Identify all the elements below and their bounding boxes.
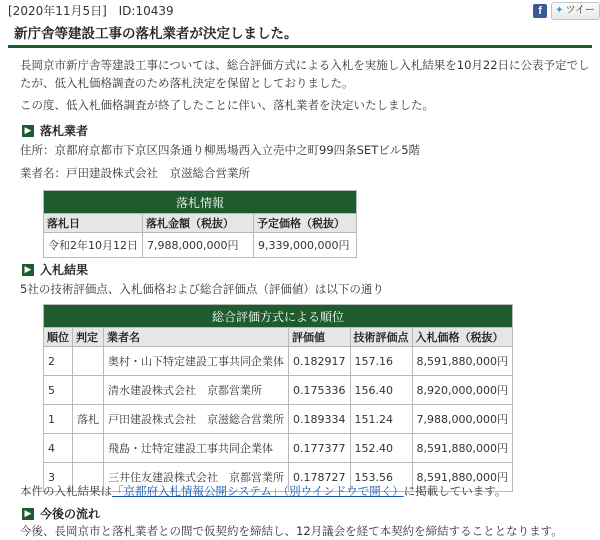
company-cell: 三井住友建設株式会社 京都営業所	[104, 463, 289, 492]
tweet-label: ツイー	[565, 5, 595, 16]
publish-date: [2020年11月5日]	[8, 4, 107, 18]
article-meta	[8, 2, 182, 19]
section-heading-result	[22, 261, 88, 278]
judgement-cell	[73, 376, 104, 405]
winner-company: 業者名：戸田建設株式会社 京滋総合営業所	[20, 166, 250, 180]
award-header-estimate: 予定価格（税抜）	[254, 214, 357, 233]
judgement-cell: 落札	[73, 405, 104, 434]
note-before: 本件の入札結果は	[20, 484, 112, 498]
section-arrow-icon: ▶	[22, 508, 34, 520]
winner-address: 住所：京都府京都市下京区四条通り柳馬場西入立売中之町99四条SETビル5階	[20, 143, 421, 157]
tech-cell: 153.56	[350, 463, 412, 492]
section-heading-label: 落札業者	[40, 124, 89, 138]
price-cell: 8,591,880,000円	[412, 347, 512, 376]
award-amount: 7,988,000,000円	[143, 233, 254, 258]
intro-paragraph-1: 長岡京市新庁舎等建設工事については、総合評価方式による入札を実施し入札結果を10月22日に公表予定でしたが、低入札価格調査のため落札決定を保留としておりました。	[20, 58, 590, 90]
price-cell: 8,591,880,000円	[412, 434, 512, 463]
award-table-caption: 落札情報	[44, 191, 357, 214]
score-cell: 0.177377	[289, 434, 351, 463]
table-row	[44, 434, 513, 463]
section-arrow-icon: ▶	[22, 264, 34, 276]
award-estimate: 9,339,000,000円	[254, 233, 357, 258]
twitter-bird-icon: ✦	[555, 5, 564, 16]
facebook-icon[interactable]: f	[533, 4, 547, 18]
article-id: ID:10439	[118, 4, 174, 18]
section-arrow-icon: ▶	[22, 125, 34, 137]
rank-cell: 5	[44, 376, 73, 405]
next-steps-text: 今後、長岡京市と落札業者との間で仮契約を締結し、12月議会を経て本契約を締結することとなります。	[20, 524, 563, 538]
rank-cell: 4	[44, 434, 73, 463]
share-buttons	[533, 2, 600, 20]
tech-cell: 151.24	[350, 405, 412, 434]
award-date: 令和2年10月12日	[44, 233, 143, 258]
section-heading-label: 入札結果	[40, 263, 89, 277]
intro-paragraph-2: この度、低入札価格調査が終了したことに伴い、落札業者を決定いたしました。	[20, 98, 434, 112]
ranking-table	[43, 304, 513, 492]
award-header-amount: 落札金額（税抜）	[143, 214, 254, 233]
tech-cell: 152.40	[350, 434, 412, 463]
score-cell: 0.175336	[289, 376, 351, 405]
rank-cell: 3	[44, 463, 73, 492]
bid-info-system-link[interactable]: 「京都府入札情報公開システム」（別ウインドウで開く）	[112, 484, 404, 498]
section-heading-label: 今後の流れ	[40, 507, 101, 521]
judgement-cell	[73, 434, 104, 463]
table-row	[44, 405, 513, 434]
ranking-header-price: 入札価格（税抜）	[412, 328, 512, 347]
award-row	[44, 233, 357, 258]
company-cell: 奥村・山下特定建設工事共同企業体	[104, 347, 289, 376]
page-title: 新庁舎等建設工事の落札業者が決定しました。	[8, 24, 592, 48]
tech-cell: 156.40	[350, 376, 412, 405]
company-cell: 清水建設株式会社 京都営業所	[104, 376, 289, 405]
result-description: 5社の技術評価点、入札価格および総合評価点（評価値）は以下の通り	[20, 282, 384, 296]
company-cell: 飛島・辻特定建設工事共同企業体	[104, 434, 289, 463]
ranking-header-company: 業者名	[104, 328, 289, 347]
ranking-header-score: 評価値	[289, 328, 351, 347]
score-cell: 0.182917	[289, 347, 351, 376]
table-row	[44, 347, 513, 376]
result-note	[20, 482, 592, 500]
score-cell: 0.189334	[289, 405, 351, 434]
award-info-table	[43, 190, 357, 258]
price-cell: 8,591,880,000円	[412, 463, 512, 492]
company-cell: 戸田建設株式会社 京滋総合営業所	[104, 405, 289, 434]
award-header-date: 落札日	[44, 214, 143, 233]
tech-cell: 157.16	[350, 347, 412, 376]
rank-cell: 1	[44, 405, 73, 434]
score-cell: 0.178727	[289, 463, 351, 492]
note-after: に掲載しています。	[403, 484, 507, 498]
section-heading-winner	[22, 122, 88, 139]
ranking-header-judgement: 判定	[73, 328, 104, 347]
rank-cell: 2	[44, 347, 73, 376]
ranking-table-caption: 総合評価方式による順位	[44, 305, 513, 328]
section-heading-next	[22, 505, 100, 522]
table-row	[44, 376, 513, 405]
price-cell: 7,988,000,000円	[412, 405, 512, 434]
judgement-cell	[73, 347, 104, 376]
ranking-header-tech: 技術評価点	[350, 328, 412, 347]
tweet-button[interactable]	[551, 2, 600, 20]
price-cell: 8,920,000,000円	[412, 376, 512, 405]
ranking-header-rank: 順位	[44, 328, 73, 347]
